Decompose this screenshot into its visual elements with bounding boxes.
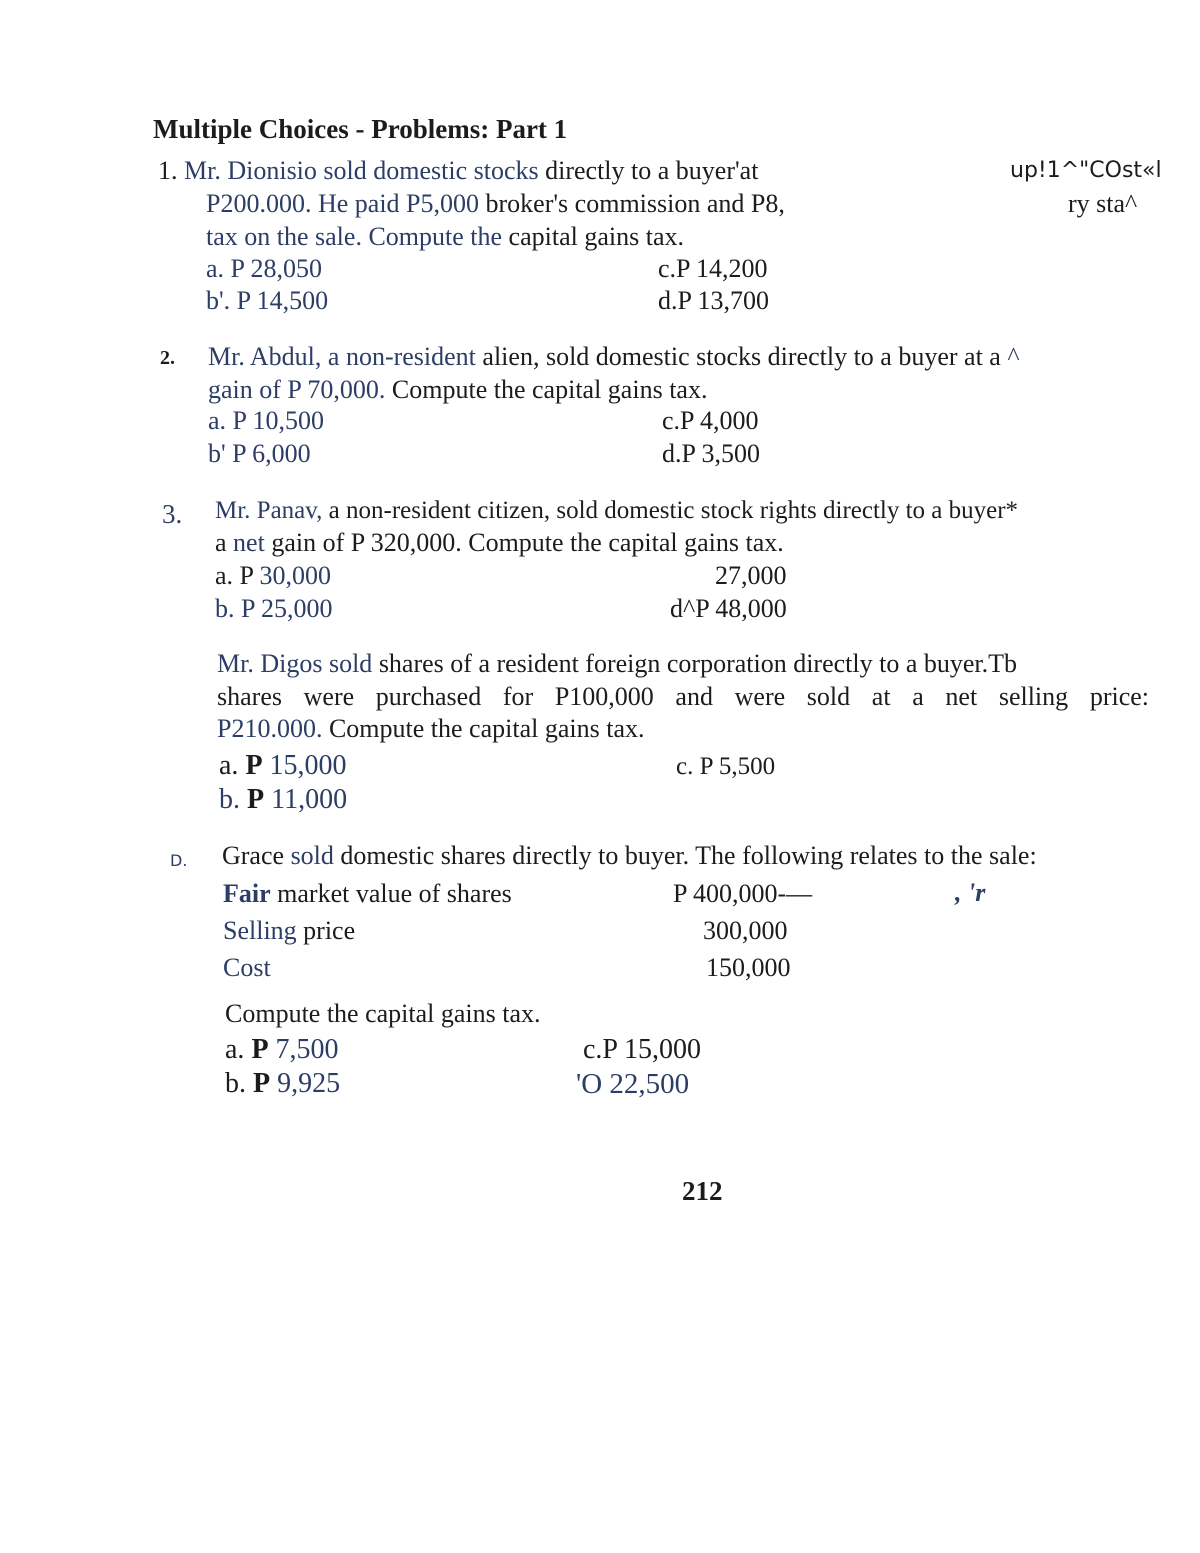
page-title: Multiple Choices - Problems: Part 1 — [153, 114, 568, 144]
choice-b: b. P 11,000 — [219, 784, 348, 815]
choice-a: a. P 10,500 — [208, 406, 325, 435]
sale-row-value: 150,000 — [706, 953, 791, 982]
choice-a: a. P 15,000 — [219, 750, 347, 781]
choice-b: b' P 6,000 — [208, 439, 311, 468]
question-4-line-2: shares were purchased for P100,000 and were sold at a net selling price: — [217, 682, 1149, 711]
question-number: 3. — [162, 499, 183, 529]
question-2-line-2: gain of P 70,000. Compute the capital gains tax. — [208, 375, 708, 404]
margin-text: up!1^"COst«l — [1010, 158, 1162, 183]
question-3-line-2: a net gain of P 320,000. Compute the capital gains tax. — [215, 528, 784, 557]
choice-a: a. P 28,050 — [206, 254, 323, 283]
choice-b: b. P 9,925 — [225, 1068, 341, 1099]
choice-d: d^P 48,000 — [670, 594, 787, 623]
choice-b: b'. P 14,500 — [206, 286, 329, 315]
choice-d: d.P 3,500 — [662, 439, 760, 468]
question-number: 2. — [160, 347, 175, 369]
question-1-line-3: tax on the sale. Compute the capital gains tax. — [206, 222, 684, 251]
sale-row-value: P 400,000-— — [673, 879, 813, 908]
choice-a: a. P 30,000 — [215, 561, 332, 590]
choice-a: a. P 7,500 — [225, 1034, 339, 1065]
page-number: 212 — [682, 1176, 723, 1206]
margin-mark: , 'r — [955, 878, 986, 907]
margin-text: ry sta^ — [1068, 189, 1138, 218]
choice-d: 'O 22,500 — [576, 1068, 690, 1100]
choice-c: c.P 14,200 — [658, 254, 768, 283]
question-number: D. — [170, 851, 188, 870]
sale-row: Cost — [223, 953, 271, 982]
choice-d: d.P 13,700 — [658, 286, 769, 315]
choice-c: c.P 15,000 — [583, 1034, 701, 1065]
sale-row: Selling price — [223, 916, 356, 945]
sale-row-value: 300,000 — [703, 916, 788, 945]
question-1-line-2: P200.000. He paid P5,000 broker's commission and P8, — [206, 189, 785, 218]
question-5-prompt: Compute the capital gains tax. — [225, 999, 541, 1028]
question-2-line-1: Mr. Abdul, a non-resident alien, sold domestic stocks directly to a buyer at a ^ — [208, 342, 1020, 371]
question-number: 1. — [158, 156, 178, 185]
question-4-line-3: P210.000. Compute the capital gains tax. — [217, 714, 645, 743]
sale-row: Fair market value of shares — [223, 879, 512, 908]
question-4-line-1: Mr. Digos sold shares of a resident foreign corporation directly to a buyer.Tb — [217, 649, 1018, 678]
question-5-line-1: Grace sold domestic shares directly to buyer. The following relates to the sale: — [222, 841, 1037, 870]
question-1-line-1: 1. Mr. Dionisio sold domestic stocks directly to a buyer'at — [158, 156, 759, 185]
choice-c: c. P 5,500 — [676, 753, 776, 780]
question-3-line-1: Mr. Panav, a non-resident citizen, sold domestic stock rights directly to a buyer* — [215, 497, 1019, 524]
choice-b: b. P 25,000 — [215, 594, 333, 623]
choice-c: c.P 4,000 — [662, 406, 759, 435]
choice-c: 27,000 — [715, 561, 787, 590]
